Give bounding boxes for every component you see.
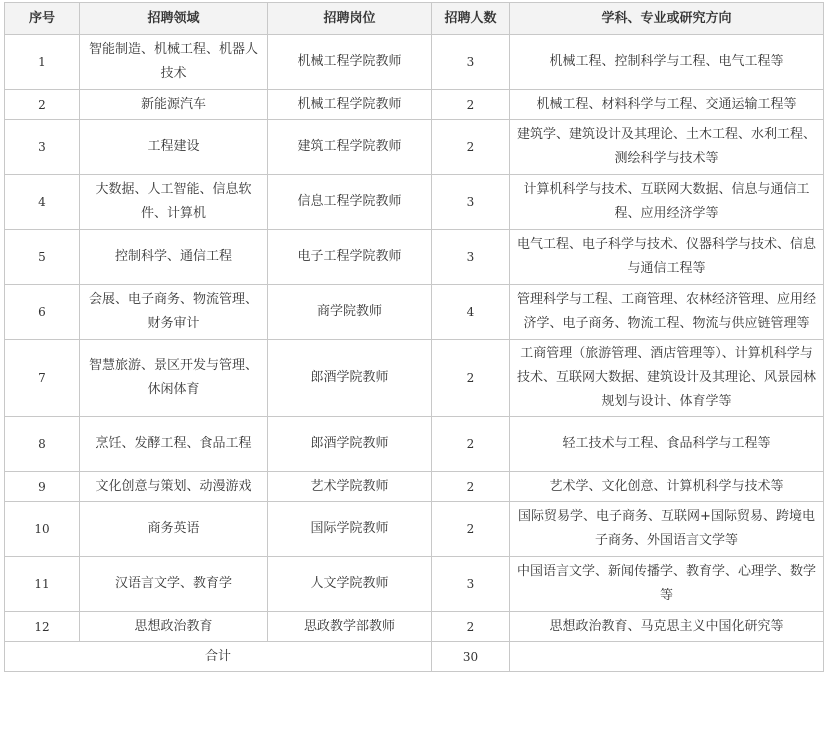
row-no: 1 <box>5 35 80 90</box>
table-row <box>5 472 824 502</box>
table-row <box>5 417 824 472</box>
row-position: 信息工程学院教师 <box>268 175 432 230</box>
row-field: 会展、电子商务、物流管理、财务审计 <box>80 285 268 340</box>
row-position: 人文学院教师 <box>268 557 432 612</box>
header-position: 招聘岗位 <box>268 3 432 35</box>
row-field: 智慧旅游、景区开发与管理、休闲体育 <box>80 340 268 417</box>
row-count: 2 <box>432 417 510 472</box>
row-field: 控制科学、通信工程 <box>80 230 268 285</box>
row-count: 3 <box>432 557 510 612</box>
row-direction: 管理科学与工程、工商管理、农林经济管理、应用经济学、电子商务、物流工程、物流与供应链管理等 <box>510 285 824 340</box>
row-no: 5 <box>5 230 80 285</box>
row-field: 烹饪、发酵工程、食品工程 <box>80 417 268 472</box>
row-direction: 艺术学、文化创意、计算机科学与技术等 <box>510 472 824 502</box>
row-position: 机械工程学院教师 <box>268 90 432 120</box>
row-position: 商学院教师 <box>268 285 432 340</box>
header-direction: 学科、专业或研究方向 <box>510 3 824 35</box>
row-count: 2 <box>432 120 510 175</box>
table-row <box>5 502 824 557</box>
total-row <box>5 642 824 672</box>
row-field: 工程建设 <box>80 120 268 175</box>
row-position: 思政教学部教师 <box>268 612 432 642</box>
row-no: 3 <box>5 120 80 175</box>
row-field: 汉语言文学、教育学 <box>80 557 268 612</box>
table-row <box>5 90 824 120</box>
row-position: 国际学院教师 <box>268 502 432 557</box>
row-count: 2 <box>432 502 510 557</box>
table-row <box>5 340 824 417</box>
row-position: 郎酒学院教师 <box>268 417 432 472</box>
row-count: 3 <box>432 175 510 230</box>
row-field: 思想政治教育 <box>80 612 268 642</box>
row-field: 大数据、人工智能、信息软件、计算机 <box>80 175 268 230</box>
header-count: 招聘人数 <box>432 3 510 35</box>
row-direction: 电气工程、电子科学与技术、仪器科学与技术、信息与通信工程等 <box>510 230 824 285</box>
row-direction: 思想政治教育、马克思主义中国化研究等 <box>510 612 824 642</box>
row-field: 智能制造、机械工程、机器人技术 <box>80 35 268 90</box>
row-no: 8 <box>5 417 80 472</box>
row-field: 文化创意与策划、动漫游戏 <box>80 472 268 502</box>
row-position: 建筑工程学院教师 <box>268 120 432 175</box>
row-count: 4 <box>432 285 510 340</box>
row-direction: 计算机科学与技术、互联网大数据、信息与通信工程、应用经济学等 <box>510 175 824 230</box>
row-field: 商务英语 <box>80 502 268 557</box>
table-row <box>5 175 824 230</box>
row-count: 3 <box>432 230 510 285</box>
row-position: 郎酒学院教师 <box>268 340 432 417</box>
row-no: 11 <box>5 557 80 612</box>
table-row <box>5 612 824 642</box>
row-direction: 机械工程、材料科学与工程、交通运输工程等 <box>510 90 824 120</box>
row-no: 6 <box>5 285 80 340</box>
row-position: 电子工程学院教师 <box>268 230 432 285</box>
row-count: 2 <box>432 90 510 120</box>
table-row <box>5 35 824 90</box>
table-row <box>5 285 824 340</box>
row-position: 艺术学院教师 <box>268 472 432 502</box>
row-direction: 轻工技术与工程、食品科学与工程等 <box>510 417 824 472</box>
row-no: 2 <box>5 90 80 120</box>
row-count: 2 <box>432 340 510 417</box>
total-label: 合计 <box>5 642 432 672</box>
row-position: 机械工程学院教师 <box>268 35 432 90</box>
header-row <box>5 3 824 35</box>
row-direction: 中国语言文学、新闻传播学、教育学、心理学、数学等 <box>510 557 824 612</box>
row-count: 2 <box>432 612 510 642</box>
row-direction: 机械工程、控制科学与工程、电气工程等 <box>510 35 824 90</box>
header-no: 序号 <box>5 3 80 35</box>
row-no: 12 <box>5 612 80 642</box>
total-direction <box>510 642 824 672</box>
row-count: 2 <box>432 472 510 502</box>
row-no: 10 <box>5 502 80 557</box>
header-field: 招聘领域 <box>80 3 268 35</box>
table-row <box>5 230 824 285</box>
table-row <box>5 557 824 612</box>
row-no: 4 <box>5 175 80 230</box>
row-direction: 工商管理（旅游管理、酒店管理等）、计算机科学与技术、互联网大数据、建筑设计及其理论、风景园林规划与设计、体育学等 <box>510 340 824 417</box>
row-count: 3 <box>432 35 510 90</box>
row-direction: 国际贸易学、电子商务、互联网+国际贸易、跨境电子商务、外国语言文学等 <box>510 502 824 557</box>
recruitment-table <box>4 2 824 672</box>
row-no: 7 <box>5 340 80 417</box>
row-no: 9 <box>5 472 80 502</box>
row-field: 新能源汽车 <box>80 90 268 120</box>
table-row <box>5 120 824 175</box>
row-direction: 建筑学、建筑设计及其理论、土木工程、水利工程、测绘科学与技术等 <box>510 120 824 175</box>
total-count: 30 <box>432 642 510 672</box>
